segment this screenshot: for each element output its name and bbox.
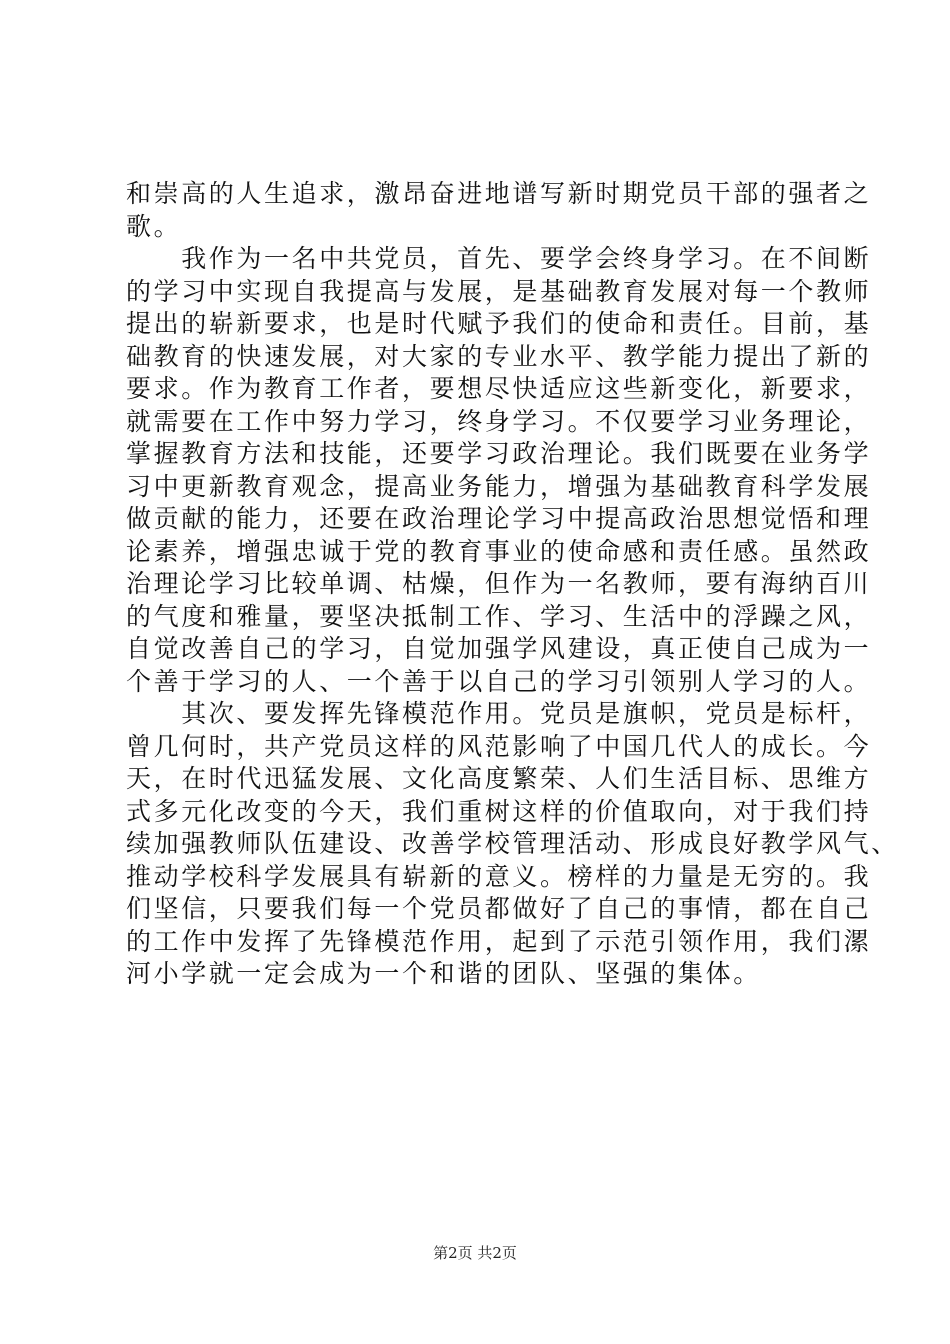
- text-line: 推动学校科学发展具有崭新的意义。榜样的力量是无穷的。我: [126, 861, 872, 891]
- text-line: 天，在时代迅猛发展、文化高度繁荣、人们生活目标、思维方: [126, 764, 872, 793]
- text-line: 们坚信，只要我们每一个党员都做好了自己的事情，都在自己: [126, 894, 872, 923]
- text-line: 歌。: [126, 211, 182, 241]
- text-line: 其次、要发挥先锋模范作用。党员是旗帜，党员是标杆，: [126, 699, 872, 728]
- text-line: 和崇高的人生追求，激昂奋进地谱写新时期党员干部的强者之: [126, 179, 872, 208]
- text-line: 做贡献的能力，还要在政治理论学习中提高政治思想觉悟和理: [126, 504, 872, 533]
- text-line: 提出的崭新要求，也是时代赋予我们的使命和责任。目前，基: [126, 309, 872, 338]
- page-footer: 第2页 共2页: [433, 1244, 517, 1262]
- text-line: 要求。作为教育工作者，要想尽快适应这些新变化，新要求，: [126, 374, 872, 403]
- text-line: 河小学就一定会成为一个和谐的团队、坚强的集体。: [126, 959, 761, 988]
- text-line: 式多元化改变的今天，我们重树这样的价值取向，对于我们持: [126, 796, 872, 826]
- text-line: 的工作中发挥了先锋模范作用，起到了示范引领作用，我们漯: [126, 926, 872, 956]
- text-line: 自觉改善自己的学习，自觉加强学风建设，真正使自己成为一: [126, 634, 872, 663]
- text-line: 掌握教育方法和技能，还要学习政治理论。我们既要在业务学: [126, 439, 872, 468]
- document-body: [126, 178, 899, 991]
- text-line: 论素养，增强忠诚于党的教育事业的使命感和责任感。虽然政: [126, 536, 872, 566]
- text-line: 续加强教师队伍建设、改善学校管理活动、形成良好教学风气、: [126, 829, 899, 858]
- text-line: 的气度和雅量，要坚决抵制工作、学习、生活中的浮躁之风，: [126, 601, 872, 631]
- text-line: 就需要在工作中努力学习，终身学习。不仅要学习业务理论，: [126, 406, 872, 436]
- text-line: 个善于学习的人、一个善于以自己的学习引领别人学习的人。: [126, 666, 872, 696]
- text-line: 我作为一名中共党员，首先、要学会终身学习。在不间断: [126, 244, 872, 273]
- text-line: 础教育的快速发展，对大家的专业水平、教学能力提出了新的: [126, 341, 872, 371]
- text-line: 的学习中实现自我提高与发展，是基础教育发展对每一个教师: [126, 276, 872, 306]
- text-line: 治理论学习比较单调、枯燥，但作为一名教师，要有海纳百川: [126, 569, 872, 598]
- text-line: 曾几何时，共产党员这样的风范影响了中国几代人的成长。今: [126, 731, 872, 761]
- text-line: 习中更新教育观念，提高业务能力，增强为基础教育科学发展: [126, 471, 872, 501]
